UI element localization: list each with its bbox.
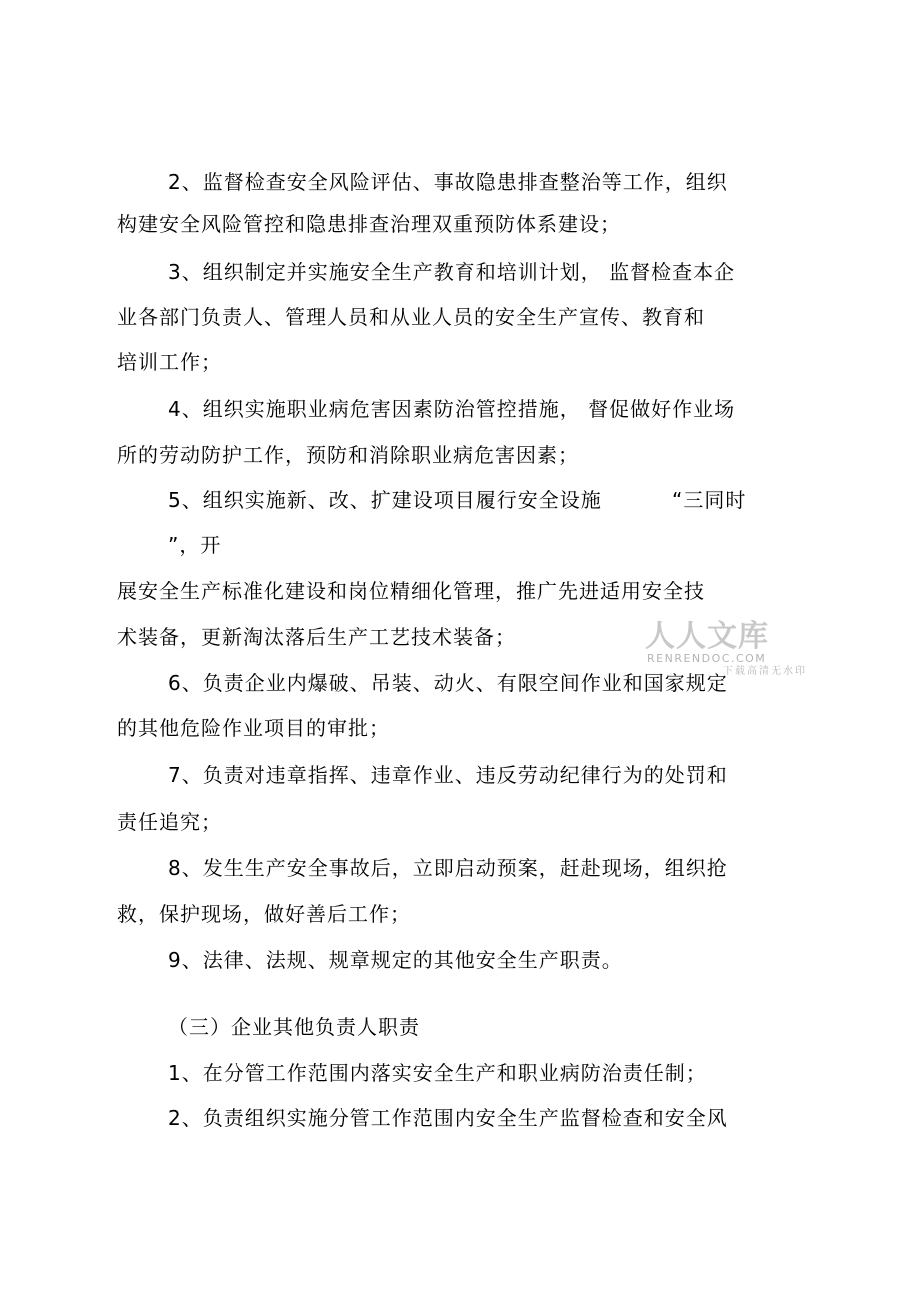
text-line: 的其他危险作业项目的审批；	[117, 716, 390, 740]
section-heading: （三）企业其他负责人职责	[168, 1015, 420, 1039]
watermark-logo	[645, 619, 807, 684]
text-line: 6、负责企业内爆破、吊装、动火、有限空间作业和国家规定	[168, 671, 728, 695]
text-line: 1、在分管工作范围内落实安全生产和职业病防治责任制；	[168, 1061, 707, 1085]
text-line: 展安全生产标准化建设和岗位精细化管理，推广先进适用安全技	[117, 579, 705, 603]
text-line: 救，保护现场，做好善后工作；	[117, 902, 411, 926]
text-line: 2、负责组织实施分管工作范围内安全生产监督检查和安全风	[168, 1106, 728, 1130]
watermark-subtitle: RENRENDOC.COM	[647, 652, 767, 665]
watermark-note: 下载高清无水印	[723, 666, 807, 677]
text-line: 5、组织实施新、改、扩建设项目履行安全设施	[168, 488, 602, 512]
text-line: 培训工作；	[117, 350, 222, 374]
text-line: 4、组织实施职业病危害因素防治管控措施， 督促做好作业场	[168, 397, 736, 421]
text-line: 所的劳动防护工作，预防和消除职业病危害因素；	[117, 443, 579, 467]
text-line: 构建安全风险管控和隐患排查治理双重预防体系建设；	[117, 212, 621, 236]
watermark-title: 人人文库	[645, 619, 769, 654]
text-line: ”，开	[168, 533, 222, 557]
text-line: 2、监督检查安全风险评估、事故隐患排查整治等工作，组织	[168, 170, 728, 194]
text-line: 7、负责对违章指挥、违章作业、违反劳动纪律行为的处罚和	[168, 763, 728, 787]
text-line: 术装备，更新淘汰落后生产工艺技术装备；	[117, 625, 516, 649]
text-line: 8、发生生产安全事故后，立即启动预案，赶赴现场，组织抢	[168, 856, 728, 880]
text-line: 3、组织制定并实施安全生产教育和培训计划， 监督检查本企	[168, 260, 736, 284]
text-line: 责任追究；	[117, 810, 222, 834]
text-line: 9、法律、法规、规章规定的其他安全生产职责。	[168, 948, 623, 972]
text-line: “三同时	[672, 488, 747, 512]
text-line: 业各部门负责人、管理人员和从业人员的安全生产宣传、教育和	[117, 305, 705, 329]
